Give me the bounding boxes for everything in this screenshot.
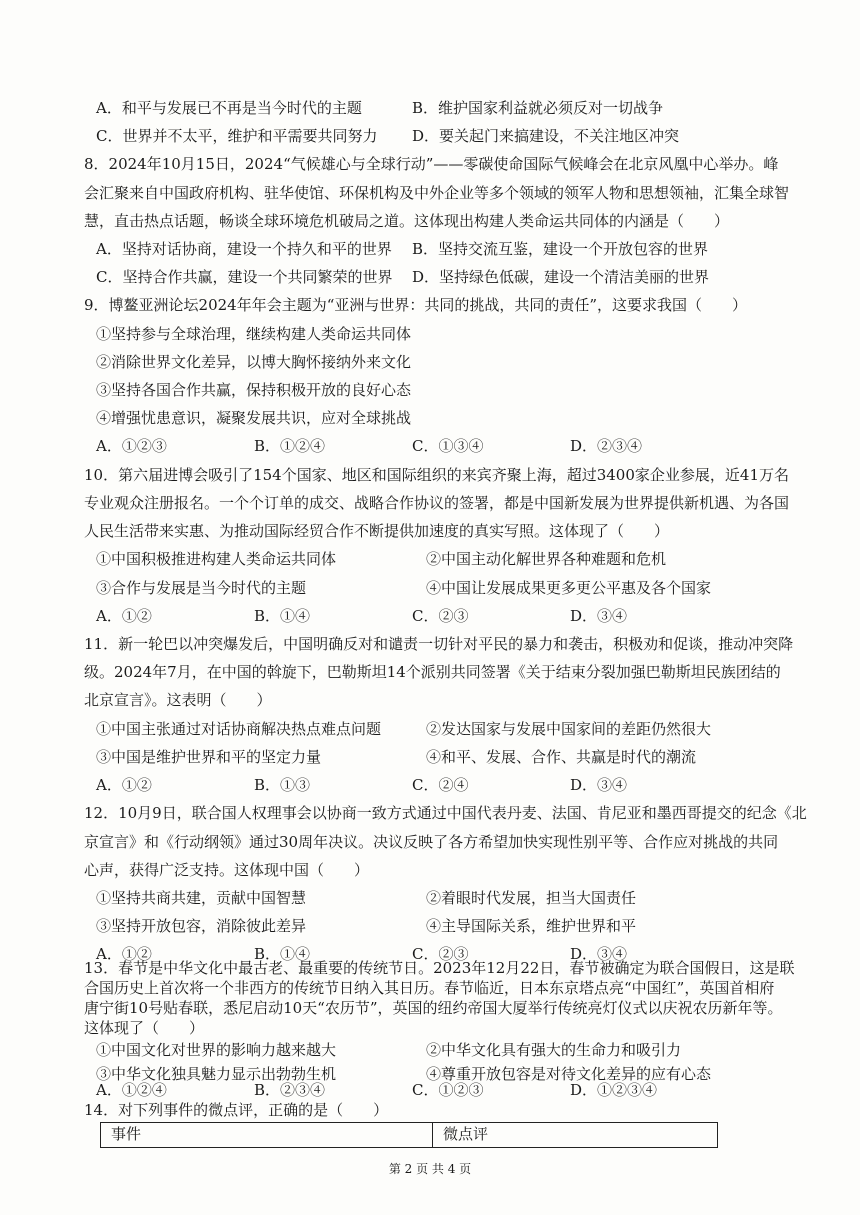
q10-item-1: ①中国积极推进构建人类命运共同体 (96, 550, 337, 568)
q11-stem-line1: 11．新一轮巴以冲突爆发后，中国明确反对和谴责一切针对平民的暴力和袭击，积极劝和促谈，推动冲突降 (84, 635, 794, 653)
q10-option-d: D．③④ (570, 607, 628, 625)
q9-item-1: ①坚持参与全球治理，继续构建人类命运共同体 (96, 325, 412, 343)
q13-stem-line3: 唐宁街10号贴春联，悉尼启动10天“农历节”，英国的纽约帝国大厦举行传统亮灯仪式以庆祝农历新年等。 (84, 999, 783, 1017)
q8-option-d: D．坚持绿色低碳，建设一个清洁美丽的世界 (412, 268, 710, 286)
q13-item-3: ③中华文化独具魅力显示出勃勃生机 (96, 1065, 337, 1083)
q9-item-4: ④增强忧患意识，凝聚发展共识，应对全球挑战 (96, 409, 412, 427)
q8-option-a: A．坚持对话协商，建设一个持久和平的世界 (96, 240, 392, 258)
q12-option-c: C．②③ (412, 945, 469, 963)
q12-item-3: ③坚持开放包容，消除彼此差异 (96, 917, 307, 935)
q11-option-c: C．②④ (412, 776, 469, 794)
q8-option-b: B．坚持交流互鉴，建设一个开放包容的世界 (412, 240, 709, 258)
q8-stem-line2: 会汇聚来自中国政府机构、驻华使馆、环保机构及中外企业等多个领域的领军人物和思想领袖，汇集全球智 (84, 184, 790, 202)
q12-option-b: B．①④ (254, 945, 311, 963)
q9-option-b: B．①②④ (254, 437, 326, 455)
q10-stem-line3: 人民生活带来实惠、为推动国际经贸合作不断提供加速度的真实写照。这体现了（ ） (84, 522, 670, 540)
q12-item-2: ②着眼时代发展，担当大国责任 (426, 889, 637, 907)
q10-item-4: ④中国让发展成果更多更公平惠及各个国家 (426, 579, 712, 597)
q11-item-2: ②发达国家与发展中国家间的差距仍然很大 (426, 720, 712, 738)
q7-option-c: C．世界并不太平，维护和平需要共同努力 (96, 127, 378, 145)
q9-stem: 9．博鳌亚洲论坛2024年年会主题为“亚洲与世界：共同的挑战，共同的责任”，这要求我国（ ） (84, 296, 748, 314)
q10-item-2: ②中国主动化解世界各种难题和危机 (426, 550, 667, 568)
q9-option-c: C．①③④ (412, 437, 484, 455)
q7-option-b: B．维护国家利益就必须反对一切战争 (412, 99, 664, 117)
q11-stem-line3: 北京宣言》。这表明（ ） (84, 691, 272, 709)
q13-option-a: A．①②④ (96, 1081, 167, 1099)
q10-stem-line2: 专业观众注册报名。一个个订单的成交、战略合作协议的签署，都是中国新发展为世界提供新机遇、为各国 (84, 494, 790, 512)
q11-item-3: ③中国是维护世界和平的坚定力量 (96, 748, 322, 766)
q12-option-d: D．③④ (570, 945, 628, 963)
q10-item-3: ③合作与发展是当今时代的主题 (96, 579, 307, 597)
q9-option-d: D．②③④ (570, 437, 643, 455)
q14-stem: 14．对下列事件的微点评，正确的是（ ） (84, 1101, 389, 1119)
q9-item-2: ②消除世界文化差异，以博大胸怀接纳外来文化 (96, 353, 412, 371)
q13-item-1: ①中国文化对世界的影响力越来越大 (96, 1041, 337, 1059)
q12-stem-line1: 12．10月9日，联合国人权理事会以协商一致方式通过中国代表丹麦、法国、肯尼亚和墨西哥提交的纪念《北 (84, 804, 807, 822)
q9-item-3: ③坚持各国合作共赢，保持积极开放的良好心态 (96, 381, 412, 399)
q12-item-4: ④主导国际关系，维护世界和平 (426, 917, 637, 935)
q13-option-c: C．①②③ (412, 1081, 484, 1099)
q8-stem-line1: 8．2024年10月15日，2024“气候雄心与全球行动”——零碳使命国际气候峰会在北京风凰中心举办。峰 (84, 155, 779, 173)
q13-item-2: ②中华文化具有强大的生命力和吸引力 (426, 1041, 682, 1059)
q12-stem-line2: 京宣言》和《行动纲领》通过30周年决议。决议反映了各方希望加快实现性别平等、合作应对挑战的共同 (84, 833, 779, 851)
q14-col-comment: 微点评 (443, 1125, 489, 1143)
q11-item-4: ④和平、发展、合作、共赢是时代的潮流 (426, 748, 697, 766)
q12-stem-line3: 心声，获得广泛支持。这体现中国（ ） (84, 861, 370, 879)
q11-option-b: B．①③ (254, 776, 311, 794)
q11-item-1: ①中国主张通过对话协商解决热点难点问题 (96, 720, 382, 738)
q13-option-b: B．②③④ (254, 1081, 326, 1099)
q13-stem-line1: 13．春节是中华文化中最古老、最重要的传统节日。2023年12月22日，春节被确定为联合国假日，这是联 (84, 959, 795, 977)
q10-option-c: C．②③ (412, 607, 469, 625)
q8-option-c: C．坚持合作共赢，建设一个共同繁荣的世界 (96, 268, 393, 286)
q13-item-4: ④尊重开放包容是对待文化差异的应有心态 (426, 1065, 712, 1083)
q11-option-a: A．①② (96, 776, 152, 794)
q9-option-a: A．①②③ (96, 437, 167, 455)
q11-stem-line2: 级。2024年7月，在中国的斡旋下，巴勒斯坦14个派别共同签署《关于结束分裂加强巴勒斯坦民族团结的 (84, 663, 781, 681)
q13-option-d: D．①②③④ (570, 1081, 658, 1099)
q13-stem-line2: 合国历史上首次将一个非西方的传统节日纳入其日历。春节临近，日本东京塔点亮“中国红”，英国首相府 (84, 979, 775, 997)
q8-stem-line3: 慧，直击热点话题，畅谈全球环境危机破局之道。这体现出构建人类命运共同体的内涵是（ ） (84, 212, 730, 230)
q14-table-header (100, 1122, 718, 1148)
q13-stem-line4: 这体现了（ ） (84, 1019, 205, 1037)
q10-option-a: A．①② (96, 607, 152, 625)
q11-option-d: D．③④ (570, 776, 628, 794)
page-footer: 第 2 页 共 4 页 (388, 1162, 472, 1176)
q7-option-d: D．要关起门来搞建设，不关注地区冲突 (412, 127, 680, 145)
q12-option-a: A．①② (96, 945, 152, 963)
q10-option-b: B．①④ (254, 607, 311, 625)
q14-col-event: 事件 (101, 1123, 433, 1147)
q10-stem-line1: 10．第六届进博会吸引了154个国家、地区和国际组织的来宾齐聚上海，超过3400家企业参展，近41万名 (84, 466, 789, 484)
q12-item-1: ①坚持共商共建，贡献中国智慧 (96, 889, 307, 907)
q7-option-a: A．和平与发展已不再是当今时代的主题 (96, 99, 362, 117)
